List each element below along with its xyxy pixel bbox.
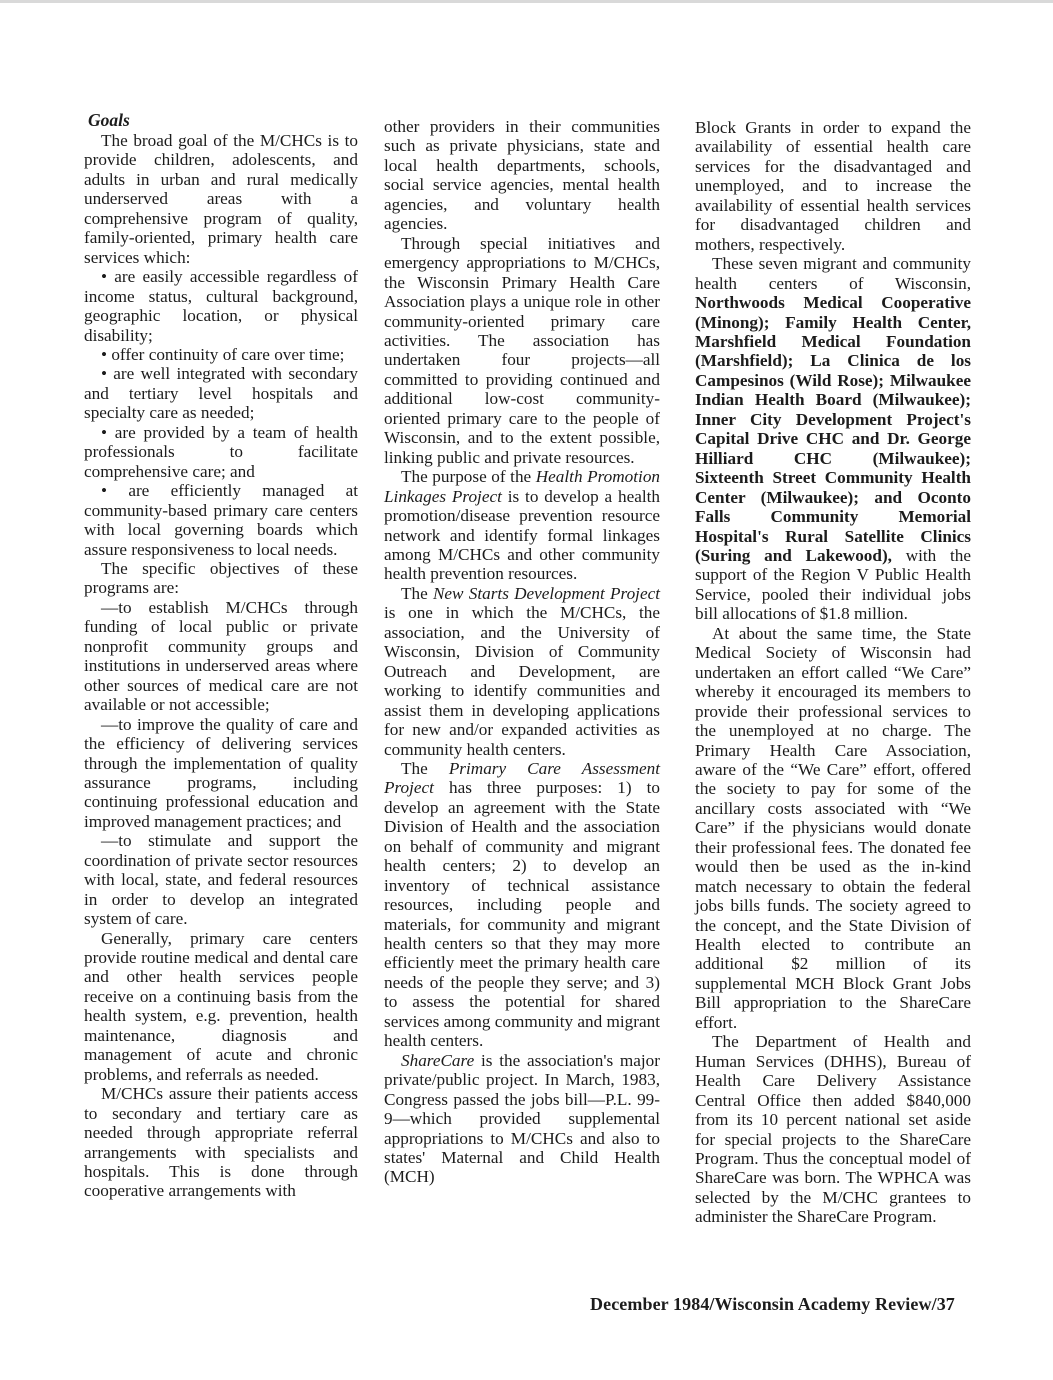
text: The <box>401 583 433 603</box>
objective-item: —to stimulate and support the coordination of private sector resources with local, state, and federal resources in order to develop an integrated system of care. <box>84 831 358 929</box>
text: The <box>401 758 449 778</box>
text: with the support of the Region V Public Health Service, pooled their individual jobs bill allocations of $1.8 million. <box>695 545 971 624</box>
project-name: New Starts Development Project <box>432 583 660 603</box>
page-top-edge <box>0 0 1053 3</box>
bullet-item: • offer continuity of care over time; <box>101 344 345 364</box>
section-heading-goals: Goals <box>88 110 130 130</box>
center-names: Northwoods Medical Cooperative (Minong); Family Health Center, Marshfield Medical Foundation (Marshfield); La Clinica de los Campesinos (Wild Rose); Milwaukee Indian Health Board (Milwaukee); Inner City Development Project's Capital Drive CHC and Dr. George Hilliard CHC (Milwaukee); Sixteenth Street Community Health Center (Milwaukee); and Oconto Falls Community Memorial Hospital's Rural Satellite Clinics (Suring and Lakewood), <box>695 293 971 565</box>
paragraph: The Department of Health and Human Services (DHHS), Bureau of Health Care Delivery Assistance Central Office then added $840,000 from its 10 percent national set aside for special projects to the ShareCare Program. Thus the conceptual model of ShareCare was born. The WPHCA was selected by the M/CHC grantees to administer the ShareCare Program. <box>695 1032 971 1227</box>
project-name: ShareCare <box>401 1050 475 1070</box>
paragraph-health-centers <box>695 254 971 624</box>
paragraph: The specific objectives of these programs are: <box>84 558 358 598</box>
column-3 <box>695 118 971 1227</box>
paragraph: At about the same time, the State Medical Society of Wisconsin had undertaken an effort called “We Care” whereby it encouraged its members to provide their professional services to the unemployed at no charge. The Primary Health Care Association, aware of the “We Care” effort, offered the society to pay for some of the ancillary costs associated with “We Care” if the physicians would donate their professional fees. The donated fee would then be used as the in-kind match necessary to obtain the federal jobs bills funds. The society agreed to the concept, and the State Division of Health elected to contribute an additional $2 million of its supplemental MCH Block Grant Jobs Bill appropriation to the ShareCare effort. <box>695 623 971 1032</box>
page-footer: December 1984/Wisconsin Academy Review/37 <box>590 1294 955 1314</box>
objective-item: —to establish M/CHCs through funding of local public or private nonprofit community groups and institutions in underserved areas where other sources of medical care are not available or not accessible; <box>84 597 358 715</box>
paragraph-health-promotion <box>384 467 660 584</box>
paragraph-new-starts <box>384 584 660 759</box>
column-1 <box>84 110 358 1201</box>
paragraph: The broad goal of the M/CHCs is to provide children, adolescents, and adults in urban and rural medically underserved areas with a comprehensive program of quality, family-oriented, primary health care services which: <box>84 131 358 267</box>
paragraph: Block Grants in order to expand the availability of essential health care services for the disadvantaged and unemployed, and to increase the availability of essential health services for disadvantaged children and mothers, respectively. <box>695 118 971 254</box>
text: These seven migrant and community health centers of Wisconsin, <box>695 254 971 293</box>
project-name: Primary Care Assessment Project <box>384 758 660 798</box>
bullet-item: • are easily accessible regardless of income status, cultural background, geographic location, or physical disability; <box>84 267 358 345</box>
paragraph-sharecare <box>384 1051 660 1187</box>
bullet-item: • are efficiently managed at community-based primary care centers with local governing boards which assure responsiveness to local needs. <box>84 481 358 559</box>
paragraph: other providers in their communities such as private physicians, state and local health departments, schools, social service agencies, mental health agencies, and voluntary health agencies. <box>384 117 660 234</box>
text: is to develop a health promotion/disease prevention resource network and identify formal linkages among M/CHCs and other community health prevention resources. <box>384 486 660 584</box>
objective-item: —to improve the quality of care and the efficiency of delivering services through the implementation of quality assurance programs, including continuing professional education and improved management practices; and <box>84 714 358 831</box>
text: has three purposes: 1) to develop an agreement with the State Division of Health and the association on behalf of community and migrant health centers; 2) to develop an inventory of technical assistance resources, including people and materials, for community and migrant health centers so that they may more efficiently meet the primary health care needs of the people they serve; and 3) to assess the potential for shared services among community and migrant health centers. <box>384 778 660 1051</box>
project-name: Health Promotion Linkages Project <box>384 467 661 506</box>
bullet-item: • are provided by a team of health professionals to facilitate comprehensive care; and <box>84 422 358 481</box>
paragraph-primary-care-assessment <box>384 759 660 1051</box>
paragraph: Through special initiatives and emergency appropriations to M/CHCs, the Wisconsin Primary Health Care Association plays a unique role in other community-oriented primary care activities. The association has undertaken four projects—all committed to providing continued and additional low-cost community-oriented primary care to the people of Wisconsin, and to the extent possible, linking public and private resources. <box>384 233 660 467</box>
paragraph: M/CHCs assure their patients access to secondary and tertiary care as needed through appropriate referral arrangements with specialists and hospitals. This is done through cooperative arrangements with <box>84 1084 358 1201</box>
column-2 <box>384 117 660 1187</box>
text: is one in which the M/CHCs, the association, and the University of Wisconsin, Division of Community Outreach and Development, are working to identify communities and assist them in developing applications for new and/or expanded activities as community health centers. <box>384 603 660 759</box>
paragraph: Generally, primary care centers provide routine medical and dental care and other health services people receive on a continuing basis from the health system, e.g. prevention, health maintenance, diagnosis and management of acute and chronic problems, and referrals as needed. <box>84 928 358 1084</box>
bullet-item: • are well integrated with secondary and tertiary level hospitals and specialty care as needed; <box>84 364 358 423</box>
text: is the association's major private/public project. In March, 1983, Congress passed the jobs bill—P.L. 99-9—which provided supplemental appropriations to M/CHCs and also to states' Maternal and Child Health (MCH) <box>384 1050 660 1187</box>
text: The purpose of the <box>401 467 536 487</box>
